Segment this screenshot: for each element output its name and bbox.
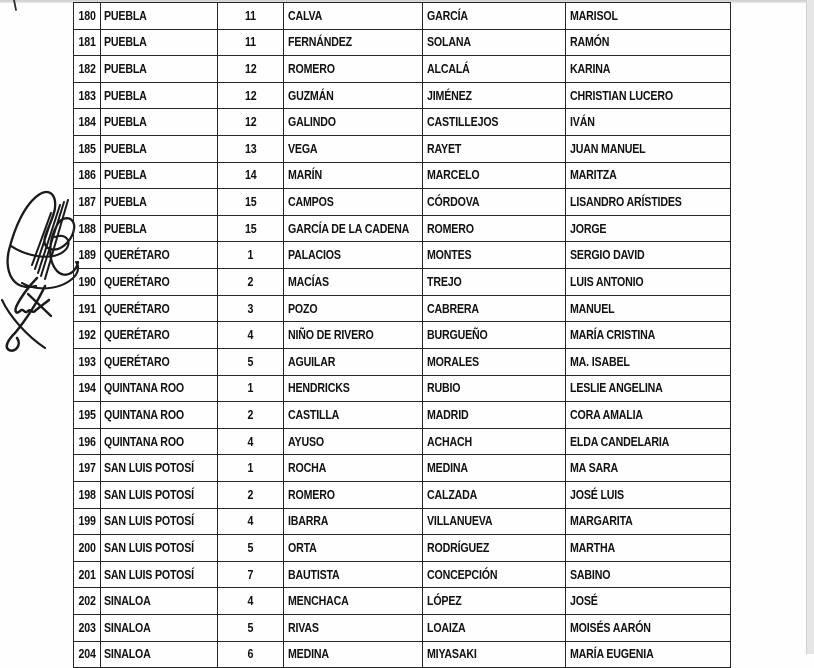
cell-second-surname: CASTILLEJOS <box>423 109 566 135</box>
cell-state: QUERÉTARO <box>101 322 219 348</box>
cell-row-number: 199 <box>74 509 101 535</box>
cell-district-number: 15 <box>218 189 284 215</box>
cell-first-surname: CALVA <box>284 3 423 29</box>
cell-second-surname: LOAIZA <box>423 615 566 641</box>
cell-given-names: SERGIO DAVID <box>566 242 731 268</box>
cell-second-surname: LÓPEZ <box>423 588 566 614</box>
cell-second-surname: RAYET <box>423 136 566 162</box>
cell-row-number: 189 <box>74 242 101 268</box>
table-row <box>74 83 731 110</box>
cell-first-surname: IBARRA <box>284 509 423 535</box>
cell-district-number: 12 <box>218 56 284 82</box>
table-row <box>74 535 731 562</box>
cell-given-names: RAMÓN <box>566 30 731 56</box>
cell-first-surname: GUZMÁN <box>284 83 423 109</box>
cell-state: PUEBLA <box>101 216 219 242</box>
cell-second-surname: MADRID <box>423 402 566 428</box>
cell-district-number: 2 <box>218 269 284 295</box>
cell-state: QUINTANA ROO <box>101 376 219 402</box>
table-row <box>74 402 731 429</box>
cell-given-names: JOSÉ <box>566 588 731 614</box>
cell-district-number: 2 <box>218 402 284 428</box>
table-row <box>74 588 731 615</box>
cell-first-surname: MARÍN <box>284 163 423 189</box>
cell-state: QUINTANA ROO <box>101 429 219 455</box>
cell-row-number: 204 <box>74 642 101 668</box>
cell-first-surname: CASTILLA <box>284 402 423 428</box>
cell-second-surname: MEDINA <box>423 455 566 481</box>
cell-second-surname: RODRÍGUEZ <box>423 535 566 561</box>
cell-given-names: MANUEL <box>566 296 731 322</box>
cell-given-names: JORGE <box>566 216 731 242</box>
cell-first-surname: PALACIOS <box>284 242 423 268</box>
cell-district-number: 11 <box>218 3 284 29</box>
table-row <box>74 296 731 323</box>
cell-given-names: CORA AMALIA <box>566 402 731 428</box>
cell-row-number: 188 <box>74 216 101 242</box>
cell-second-surname: ROMERO <box>423 216 566 242</box>
cell-given-names: MARÍA EUGENIA <box>566 642 731 668</box>
cell-district-number: 1 <box>218 455 284 481</box>
cell-state: PUEBLA <box>101 56 219 82</box>
cell-second-surname: MARCELO <box>423 163 566 189</box>
cell-district-number: 2 <box>218 482 284 508</box>
stray-pen-mark <box>12 0 18 12</box>
table-row <box>74 509 731 536</box>
cell-second-surname: TREJO <box>423 269 566 295</box>
cell-state: QUERÉTARO <box>101 296 219 322</box>
table-row <box>74 429 731 456</box>
cell-first-surname: VEGA <box>284 136 423 162</box>
cell-first-surname: BAUTISTA <box>284 562 423 588</box>
cell-state: PUEBLA <box>101 83 219 109</box>
cell-row-number: 180 <box>74 3 101 29</box>
cell-state: SAN LUIS POTOSÍ <box>101 455 219 481</box>
cell-first-surname: HENDRICKS <box>284 376 423 402</box>
cell-given-names: ELDA CANDELARIA <box>566 429 731 455</box>
cell-first-surname: FERNÁNDEZ <box>284 30 423 56</box>
cell-first-surname: GALINDO <box>284 109 423 135</box>
cell-row-number: 186 <box>74 163 101 189</box>
cell-second-surname: CONCEPCIÓN <box>423 562 566 588</box>
cell-state: PUEBLA <box>101 109 219 135</box>
cell-state: PUEBLA <box>101 30 219 56</box>
cell-row-number: 194 <box>74 376 101 402</box>
cell-second-surname: JIMÉNEZ <box>423 83 566 109</box>
cell-row-number: 202 <box>74 588 101 614</box>
cell-given-names: MARISOL <box>566 3 731 29</box>
cell-row-number: 181 <box>74 30 101 56</box>
cell-district-number: 15 <box>218 216 284 242</box>
cell-second-surname: GARCÍA <box>423 3 566 29</box>
cell-district-number: 4 <box>218 322 284 348</box>
table-row <box>74 216 731 243</box>
cell-row-number: 198 <box>74 482 101 508</box>
cell-given-names: JUAN MANUEL <box>566 136 731 162</box>
cell-given-names: MARGARITA <box>566 509 731 535</box>
cell-row-number: 187 <box>74 189 101 215</box>
table-row <box>74 30 731 57</box>
cell-given-names: LUIS ANTONIO <box>566 269 731 295</box>
cell-row-number: 182 <box>74 56 101 82</box>
cell-second-surname: ACHACH <box>423 429 566 455</box>
cell-given-names: MARÍA CRISTINA <box>566 322 731 348</box>
cell-row-number: 184 <box>74 109 101 135</box>
scan-edge-right <box>806 0 814 654</box>
cell-given-names: MOISÉS AARÓN <box>566 615 731 641</box>
cell-given-names: KARINA <box>566 56 731 82</box>
cell-district-number: 4 <box>218 588 284 614</box>
cell-state: QUERÉTARO <box>101 269 219 295</box>
cell-district-number: 14 <box>218 163 284 189</box>
table-row <box>74 615 731 642</box>
handwritten-signature-lower <box>0 272 64 362</box>
cell-row-number: 185 <box>74 136 101 162</box>
cell-first-surname: POZO <box>284 296 423 322</box>
cell-given-names: IVÁN <box>566 109 731 135</box>
cell-second-surname: CÓRDOVA <box>423 189 566 215</box>
cell-state: SAN LUIS POTOSÍ <box>101 535 219 561</box>
cell-district-number: 5 <box>218 349 284 375</box>
cell-given-names: CHRISTIAN LUCERO <box>566 83 731 109</box>
table-row <box>74 349 731 376</box>
cell-row-number: 200 <box>74 535 101 561</box>
cell-row-number: 203 <box>74 615 101 641</box>
cell-second-surname: MONTES <box>423 242 566 268</box>
cell-state: SINALOA <box>101 615 219 641</box>
cell-second-surname: SOLANA <box>423 30 566 56</box>
cell-district-number: 13 <box>218 136 284 162</box>
cell-row-number: 183 <box>74 83 101 109</box>
cell-district-number: 12 <box>218 83 284 109</box>
cell-district-number: 6 <box>218 642 284 668</box>
cell-second-surname: MIYASAKI <box>423 642 566 668</box>
table-row <box>74 376 731 403</box>
roster-table <box>73 2 731 668</box>
cell-first-surname: ORTA <box>284 535 423 561</box>
cell-state: QUERÉTARO <box>101 349 219 375</box>
cell-second-surname: ALCALÁ <box>423 56 566 82</box>
cell-first-surname: ROMERO <box>284 56 423 82</box>
cell-given-names: MARTHA <box>566 535 731 561</box>
cell-state: PUEBLA <box>101 136 219 162</box>
table-row <box>74 562 731 589</box>
cell-first-surname: CAMPOS <box>284 189 423 215</box>
cell-district-number: 5 <box>218 615 284 641</box>
cell-second-surname: CABRERA <box>423 296 566 322</box>
cell-district-number: 12 <box>218 109 284 135</box>
cell-row-number: 197 <box>74 455 101 481</box>
table-row <box>74 136 731 163</box>
cell-state: SINALOA <box>101 642 219 668</box>
cell-district-number: 11 <box>218 30 284 56</box>
cell-first-surname: GARCÍA DE LA CADENA <box>284 216 423 242</box>
cell-district-number: 1 <box>218 376 284 402</box>
cell-row-number: 192 <box>74 322 101 348</box>
cell-row-number: 196 <box>74 429 101 455</box>
cell-given-names: LESLIE ANGELINA <box>566 376 731 402</box>
cell-state: SAN LUIS POTOSÍ <box>101 482 219 508</box>
table-row <box>74 109 731 136</box>
cell-row-number: 193 <box>74 349 101 375</box>
cell-state: SAN LUIS POTOSÍ <box>101 562 219 588</box>
table-row <box>74 482 731 509</box>
cell-given-names: LISANDRO ARÍSTIDES <box>566 189 731 215</box>
cell-state: QUINTANA ROO <box>101 402 219 428</box>
cell-row-number: 191 <box>74 296 101 322</box>
cell-first-surname: ROCHA <box>284 455 423 481</box>
cell-row-number: 195 <box>74 402 101 428</box>
cell-given-names: MA. ISABEL <box>566 349 731 375</box>
cell-state: SINALOA <box>101 588 219 614</box>
cell-first-surname: RIVAS <box>284 615 423 641</box>
cell-state: PUEBLA <box>101 189 219 215</box>
cell-given-names: JOSÉ LUIS <box>566 482 731 508</box>
cell-row-number: 201 <box>74 562 101 588</box>
table-row <box>74 3 731 30</box>
cell-district-number: 4 <box>218 429 284 455</box>
cell-district-number: 4 <box>218 509 284 535</box>
cell-first-surname: MENCHACA <box>284 588 423 614</box>
cell-district-number: 7 <box>218 562 284 588</box>
cell-district-number: 3 <box>218 296 284 322</box>
cell-second-surname: MORALES <box>423 349 566 375</box>
table-row <box>74 56 731 83</box>
table-row <box>74 163 731 190</box>
table-row <box>74 322 731 349</box>
cell-first-surname: MACÍAS <box>284 269 423 295</box>
cell-second-surname: BURGUEÑO <box>423 322 566 348</box>
cell-state: QUERÉTARO <box>101 242 219 268</box>
cell-first-surname: ROMERO <box>284 482 423 508</box>
cell-given-names: SABINO <box>566 562 731 588</box>
cell-district-number: 1 <box>218 242 284 268</box>
cell-second-surname: VILLANUEVA <box>423 509 566 535</box>
table-row <box>74 269 731 296</box>
cell-state: PUEBLA <box>101 3 219 29</box>
cell-first-surname: AGUILAR <box>284 349 423 375</box>
cell-district-number: 5 <box>218 535 284 561</box>
cell-given-names: MA SARA <box>566 455 731 481</box>
table-row <box>74 455 731 482</box>
table-row <box>74 642 731 668</box>
cell-state: PUEBLA <box>101 163 219 189</box>
cell-given-names: MARITZA <box>566 163 731 189</box>
cell-second-surname: RUBIO <box>423 376 566 402</box>
cell-second-surname: CALZADA <box>423 482 566 508</box>
cell-first-surname: NIÑO DE RIVERO <box>284 322 423 348</box>
cell-first-surname: AYUSO <box>284 429 423 455</box>
cell-row-number: 190 <box>74 269 101 295</box>
table-row <box>74 189 731 216</box>
cell-state: SAN LUIS POTOSÍ <box>101 509 219 535</box>
cell-first-surname: MEDINA <box>284 642 423 668</box>
table-row <box>74 242 731 269</box>
